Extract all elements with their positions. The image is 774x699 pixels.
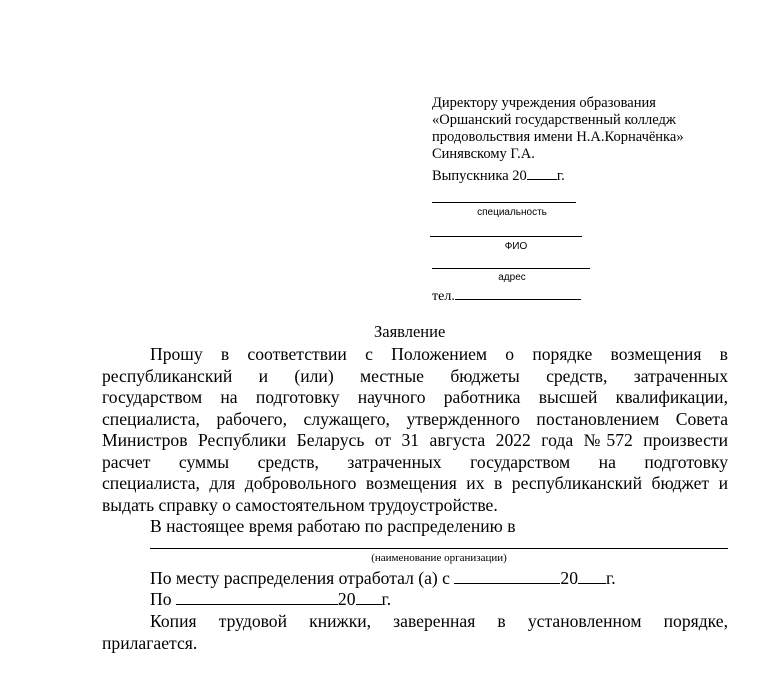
worked-from-prefix: По месту распределения отработал (а) с (150, 568, 450, 588)
organization-field-line[interactable] (150, 548, 728, 549)
graduate-line (432, 164, 565, 185)
paragraph-line-2: республиканский и (или) местные бюджеты средств, затраченных (102, 365, 728, 386)
paragraph-line-4: специалиста, рабочего, служащего, утвержденного постановлением Совета (102, 408, 728, 429)
attachment-line-1: Копия трудовой книжки, заверенная в установленном порядке, (150, 611, 728, 631)
graduate-year-blank[interactable] (527, 164, 557, 180)
currently-working-text: В настоящее время работаю по распределению в (150, 516, 516, 536)
paragraph-line-7: специалиста, для добровольного возмещения их в республиканский бюджет и (102, 473, 728, 493)
address-field-line[interactable] (432, 268, 590, 269)
address-caption: адрес (498, 272, 526, 283)
attachment-line-2: прилагается. (102, 633, 198, 653)
worked-to-year: 20 (337, 589, 356, 609)
worked-from-suffix: г. (606, 568, 616, 588)
addressee-line-2: «Оршанский государственный колледж (432, 112, 676, 128)
fio-caption: ФИО (504, 241, 528, 252)
phone-field-line[interactable] (455, 287, 581, 300)
paragraph-line-3: государством на подготовку научного работника высшей квалификации, (102, 387, 728, 407)
addressee-line-4: Синявскому Г.А. (432, 146, 535, 162)
organization-caption: (наименование организации) (371, 552, 507, 564)
paragraph-line-5: Министров Республики Беларусь от 31 августа 2022 года №572 произвести (102, 430, 728, 450)
worked-from-year-blank[interactable] (578, 568, 606, 584)
worked-to-year-blank[interactable] (356, 589, 382, 605)
specialty-field-line[interactable] (432, 202, 576, 203)
worked-from-year: 20 (560, 568, 578, 588)
addressee-line-1: Директору учреждения образования (432, 95, 656, 111)
addressee-line-3: продовольствия имени Н.А.Корначёнка» (432, 129, 684, 145)
phone-line (432, 287, 581, 305)
worked-to-line (150, 589, 391, 611)
worked-to-suffix: г. (381, 589, 392, 609)
paragraph-line-6: расчет суммы средств, затраченных государством на подготовку (102, 451, 728, 472)
fio-field-line[interactable] (430, 236, 582, 237)
worked-to-prefix: По (150, 589, 172, 609)
phone-label: тел. (432, 289, 455, 304)
graduate-prefix: Выпускника 20 (432, 168, 527, 184)
specialty-caption: специальность (477, 207, 547, 218)
worked-from-line (150, 568, 616, 590)
paragraph-line-1: Прошу в соответствии с Положением о порядке возмещения в (150, 344, 728, 364)
paragraph-line-8: выдать справку о самостоятельном трудоустройстве. (102, 494, 498, 515)
worked-from-date-blank[interactable] (454, 568, 560, 584)
document-title: Заявление (374, 322, 446, 341)
graduate-suffix: г. (556, 168, 565, 184)
worked-to-date-blank[interactable] (176, 589, 338, 605)
